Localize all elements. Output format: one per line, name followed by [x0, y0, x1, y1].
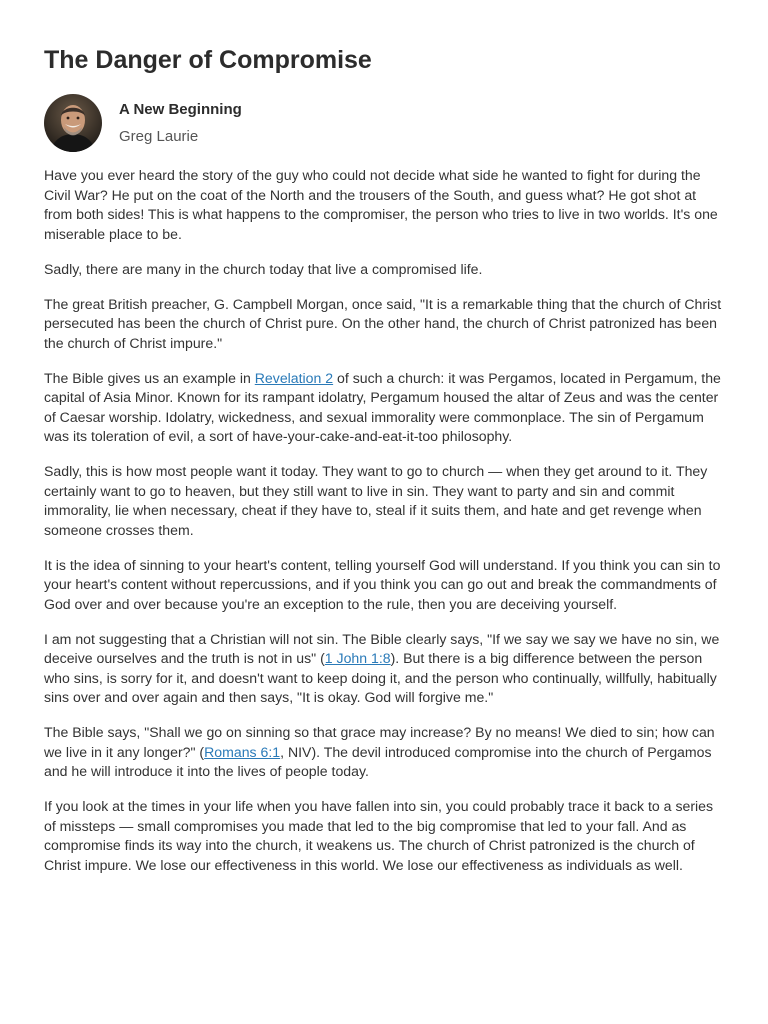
revelation-2-link[interactable]: Revelation 2 — [254, 369, 334, 386]
author-avatar[interactable] — [44, 94, 102, 152]
paragraph-8-text-a: The Bible says, "Shall we go on sinning so that grace may increase? By no means! We died to sin; how can we live in it any longer?" ( — [44, 724, 715, 760]
article-body — [44, 166, 724, 875]
paragraph-7-text-b: ). But there is a big difference between the person who sins, is sorry for it, and doesn't want to keep doing it, and the person who continually, willfully, habitually sins over and over again and then says, "It is okay. God will forgive me." — [44, 650, 717, 705]
paragraph-7-text-a: I am not suggesting that a Christian will not sin. The Bible clearly says, "If we say we say we have no sin, we deceive ourselves and the truth is not in us" ( — [44, 630, 720, 666]
paragraph-4-text-b: of such a church: it was Pergamos, located in Pergamum, the capital of Asia Minor. Known for its rampant idolatry, Pergamum housed the altar of Zeus and was the center of Caesar worship. Idolatry, wickedness, and sexual immorality were commonplace. The sin of Pergamum was its toleration of evil, a sort of have-your-cake-and-eat-it-too philosophy. — [44, 369, 721, 444]
author-photo-icon — [44, 94, 102, 152]
article-title: The Danger of Compromise — [44, 46, 372, 74]
paragraph-8-text-b: , NIV). The devil introduced compromise into the church of Pergamos and he will introduce it into the lives of people today. — [44, 743, 712, 779]
paragraph-3: The great British preacher, G. Campbell Morgan, once said, "It is a remarkable thing that the church of Christ persecuted has been the church of Christ pure. On the other hand, the church of Christ patronized has been the church of Christ impure." — [44, 295, 722, 351]
byline-text — [119, 100, 242, 147]
paragraph-7 — [44, 630, 724, 708]
program-name[interactable]: A New Beginning — [119, 100, 242, 118]
paragraph-1: Have you ever heard the story of the guy who could not decide what side he wanted to fight for during the Civil War? He put on the coat of the North and the trousers of the South, and guess what? He got shot at from both sides! This is what happens to the compromiser, the person who tries to live in two worlds. It's one miserable place to be. — [44, 167, 718, 242]
paragraph-5: Sadly, this is how most people want it today. They want to go to church — when they get around to it. They certainly want to go to heaven, but they still want to live in sin. They want to party and sin and commit immorality, lie when necessary, cheat if they have to, steal if it suits them, and hate and get revenge when someone crosses them. — [44, 463, 708, 538]
paragraph-4 — [44, 369, 724, 447]
byline — [44, 94, 724, 152]
paragraph-6: It is the idea of sinning to your heart's content, telling yourself God will understand. If you think you can sin to your heart's content without repercussions, and if you think you can go out and break the commandments of God over and over because you're an exception to the rule, then you are deceiving yourself. — [44, 556, 721, 612]
romans-6-1-link[interactable]: Romans 6:1 — [204, 743, 281, 760]
paragraph-8 — [44, 723, 724, 782]
paragraph-2: Sadly, there are many in the church today that live a compromised life. — [44, 260, 483, 277]
paragraph-9: If you look at the times in your life when you have fallen into sin, you could probably trace it back to a series of missteps — small compromises you made that led to the big compromise that led to your fall. And as compromise finds its way into the church, it weakens us. The church of Christ patronized is the church of Christ impure. We lose our effectiveness in this world. We lose our effectiveness as individuals as well. — [44, 798, 714, 873]
author-name[interactable]: Greg Laurie — [119, 127, 199, 145]
1-john-1-8-link[interactable]: 1 John 1:8 — [324, 650, 391, 666]
paragraph-4-text-a: The Bible gives us an example in — [44, 369, 255, 386]
